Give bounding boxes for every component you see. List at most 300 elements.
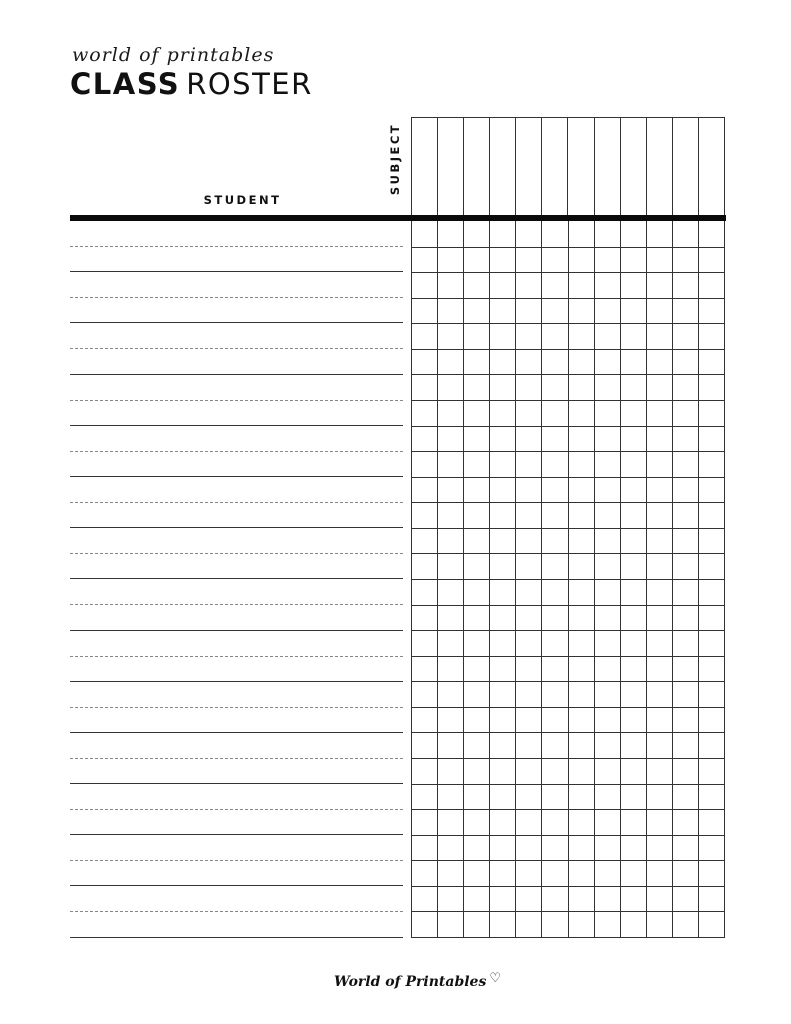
grid-cell[interactable] — [411, 707, 437, 733]
grid-cell[interactable] — [411, 784, 437, 810]
grid-cell[interactable] — [672, 272, 698, 298]
grid-cell[interactable] — [411, 911, 437, 937]
grid-cell[interactable] — [411, 605, 437, 631]
grid-cell[interactable] — [411, 247, 437, 273]
grid-cell[interactable] — [437, 502, 463, 528]
grid-cell[interactable] — [489, 707, 515, 733]
grid-cell[interactable] — [437, 298, 463, 324]
grid-cell[interactable] — [437, 247, 463, 273]
grid-cell[interactable] — [568, 630, 594, 656]
grid-cell[interactable] — [698, 528, 724, 554]
grid-cell[interactable] — [568, 349, 594, 375]
grid-cell[interactable] — [411, 681, 437, 707]
grid-cell[interactable] — [411, 579, 437, 605]
grid-cell[interactable] — [620, 451, 646, 477]
student-entry[interactable] — [70, 221, 403, 272]
grid-cell[interactable] — [515, 298, 541, 324]
grid-cell[interactable] — [698, 502, 724, 528]
grid-cell[interactable] — [411, 221, 437, 247]
grid-cell[interactable] — [437, 656, 463, 682]
grid-cell[interactable] — [698, 732, 724, 758]
grid-cell[interactable] — [541, 502, 567, 528]
grid-cell[interactable] — [411, 809, 437, 835]
grid-cell[interactable] — [568, 298, 594, 324]
grid-cell[interactable] — [437, 630, 463, 656]
grid-cell[interactable] — [698, 911, 724, 937]
grid-cell[interactable] — [463, 911, 489, 937]
grid-cell[interactable] — [515, 681, 541, 707]
grid-cell[interactable] — [698, 426, 724, 452]
grid-cell[interactable] — [568, 451, 594, 477]
grid-cell[interactable] — [672, 860, 698, 886]
student-entry[interactable] — [70, 528, 403, 579]
grid-cell[interactable] — [463, 247, 489, 273]
grid-cell[interactable] — [515, 605, 541, 631]
grid-cell[interactable] — [594, 349, 620, 375]
grid-cell[interactable] — [594, 298, 620, 324]
grid-cell[interactable] — [489, 886, 515, 912]
grid-cell[interactable] — [646, 605, 672, 631]
student-entry[interactable] — [70, 323, 403, 374]
grid-cell[interactable] — [541, 221, 567, 247]
grid-cell[interactable] — [698, 221, 724, 247]
student-entry[interactable] — [70, 733, 403, 784]
grid-cell[interactable] — [437, 886, 463, 912]
grid-cell[interactable] — [541, 298, 567, 324]
grid-cell[interactable] — [568, 732, 594, 758]
grid-cell[interactable] — [698, 349, 724, 375]
grid-cell[interactable] — [620, 349, 646, 375]
grid-cell[interactable] — [620, 400, 646, 426]
subject-header-cell[interactable] — [698, 118, 725, 215]
grid-cell[interactable] — [672, 579, 698, 605]
grid-cell[interactable] — [646, 553, 672, 579]
grid-cell[interactable] — [463, 630, 489, 656]
grid-cell[interactable] — [515, 579, 541, 605]
grid-cell[interactable] — [672, 758, 698, 784]
grid-cell[interactable] — [568, 835, 594, 861]
grid-cell[interactable] — [646, 528, 672, 554]
grid-cell[interactable] — [620, 477, 646, 503]
grid-cell[interactable] — [594, 502, 620, 528]
subject-header-cell[interactable] — [646, 118, 672, 215]
grid-cell[interactable] — [515, 400, 541, 426]
grid-cell[interactable] — [411, 502, 437, 528]
grid-cell[interactable] — [646, 374, 672, 400]
grid-cell[interactable] — [646, 835, 672, 861]
grid-cell[interactable] — [515, 323, 541, 349]
grid-cell[interactable] — [489, 553, 515, 579]
grid-cell[interactable] — [646, 732, 672, 758]
grid-cell[interactable] — [646, 477, 672, 503]
grid-cell[interactable] — [620, 630, 646, 656]
grid-cell[interactable] — [463, 451, 489, 477]
grid-cell[interactable] — [620, 732, 646, 758]
grid-cell[interactable] — [437, 451, 463, 477]
grid-cell[interactable] — [594, 426, 620, 452]
grid-cell[interactable] — [541, 528, 567, 554]
grid-cell[interactable] — [698, 477, 724, 503]
grid-cell[interactable] — [620, 374, 646, 400]
grid-cell[interactable] — [594, 528, 620, 554]
grid-cell[interactable] — [594, 784, 620, 810]
grid-cell[interactable] — [437, 272, 463, 298]
grid-cell[interactable] — [463, 886, 489, 912]
grid-cell[interactable] — [541, 349, 567, 375]
grid-cell[interactable] — [698, 579, 724, 605]
student-entry[interactable] — [70, 375, 403, 426]
grid-cell[interactable] — [646, 451, 672, 477]
grid-cell[interactable] — [672, 298, 698, 324]
grid-cell[interactable] — [437, 860, 463, 886]
grid-cell[interactable] — [620, 247, 646, 273]
grid-cell[interactable] — [594, 886, 620, 912]
grid-cell[interactable] — [463, 553, 489, 579]
grid-cell[interactable] — [515, 809, 541, 835]
grid-cell[interactable] — [411, 426, 437, 452]
grid-cell[interactable] — [437, 579, 463, 605]
grid-cell[interactable] — [463, 732, 489, 758]
grid-cell[interactable] — [672, 656, 698, 682]
grid-cell[interactable] — [646, 272, 672, 298]
grid-cell[interactable] — [672, 477, 698, 503]
grid-cell[interactable] — [411, 349, 437, 375]
grid-cell[interactable] — [672, 784, 698, 810]
grid-cell[interactable] — [672, 528, 698, 554]
grid-cell[interactable] — [437, 911, 463, 937]
grid-cell[interactable] — [698, 451, 724, 477]
student-entry[interactable] — [70, 272, 403, 323]
grid-cell[interactable] — [672, 349, 698, 375]
grid-cell[interactable] — [541, 323, 567, 349]
grid-cell[interactable] — [568, 758, 594, 784]
grid-cell[interactable] — [489, 835, 515, 861]
grid-cell[interactable] — [672, 374, 698, 400]
grid-cell[interactable] — [646, 681, 672, 707]
student-entry[interactable] — [70, 835, 403, 886]
grid-cell[interactable] — [568, 656, 594, 682]
grid-cell[interactable] — [541, 579, 567, 605]
grid-cell[interactable] — [489, 349, 515, 375]
grid-cell[interactable] — [437, 758, 463, 784]
grid-cell[interactable] — [463, 477, 489, 503]
grid-cell[interactable] — [672, 681, 698, 707]
grid-cell[interactable] — [620, 553, 646, 579]
grid-cell[interactable] — [568, 707, 594, 733]
grid-cell[interactable] — [594, 272, 620, 298]
grid-cell[interactable] — [594, 221, 620, 247]
grid-cell[interactable] — [646, 502, 672, 528]
student-entry[interactable] — [70, 682, 403, 733]
grid-cell[interactable] — [568, 502, 594, 528]
grid-cell[interactable] — [672, 605, 698, 631]
grid-cell[interactable] — [437, 426, 463, 452]
grid-cell[interactable] — [594, 911, 620, 937]
grid-cell[interactable] — [568, 374, 594, 400]
grid-cell[interactable] — [620, 298, 646, 324]
grid-cell[interactable] — [594, 323, 620, 349]
grid-cell[interactable] — [698, 247, 724, 273]
grid-cell[interactable] — [646, 809, 672, 835]
grid-cell[interactable] — [437, 605, 463, 631]
grid-cell[interactable] — [437, 221, 463, 247]
grid-cell[interactable] — [541, 860, 567, 886]
grid-cell[interactable] — [411, 886, 437, 912]
student-entry[interactable] — [70, 579, 403, 630]
grid-cell[interactable] — [463, 272, 489, 298]
grid-cell[interactable] — [620, 221, 646, 247]
grid-cell[interactable] — [541, 732, 567, 758]
subject-header-cell[interactable] — [620, 118, 646, 215]
grid-cell[interactable] — [541, 426, 567, 452]
grid-cell[interactable] — [672, 630, 698, 656]
grid-cell[interactable] — [620, 784, 646, 810]
subject-header-cell[interactable] — [411, 118, 437, 215]
grid-cell[interactable] — [411, 835, 437, 861]
grid-cell[interactable] — [672, 809, 698, 835]
grid-cell[interactable] — [698, 400, 724, 426]
grid-cell[interactable] — [489, 579, 515, 605]
grid-cell[interactable] — [515, 247, 541, 273]
grid-cell[interactable] — [594, 656, 620, 682]
grid-cell[interactable] — [672, 886, 698, 912]
grid-cell[interactable] — [698, 809, 724, 835]
grid-cell[interactable] — [698, 323, 724, 349]
grid-cell[interactable] — [698, 630, 724, 656]
grid-cell[interactable] — [620, 528, 646, 554]
grid-cell[interactable] — [698, 298, 724, 324]
grid-cell[interactable] — [489, 656, 515, 682]
grid-cell[interactable] — [594, 451, 620, 477]
grid-cell[interactable] — [568, 784, 594, 810]
grid-cell[interactable] — [646, 707, 672, 733]
grid-cell[interactable] — [515, 758, 541, 784]
grid-cell[interactable] — [437, 681, 463, 707]
grid-cell[interactable] — [515, 349, 541, 375]
grid-cell[interactable] — [698, 656, 724, 682]
grid-cell[interactable] — [594, 681, 620, 707]
grid-cell[interactable] — [541, 784, 567, 810]
grid-cell[interactable] — [489, 528, 515, 554]
grid-cell[interactable] — [672, 247, 698, 273]
grid-cell[interactable] — [463, 349, 489, 375]
grid-cell[interactable] — [489, 247, 515, 273]
grid-cell[interactable] — [672, 553, 698, 579]
grid-cell[interactable] — [594, 860, 620, 886]
grid-cell[interactable] — [489, 630, 515, 656]
grid-cell[interactable] — [672, 426, 698, 452]
grid-cell[interactable] — [620, 860, 646, 886]
grid-cell[interactable] — [411, 272, 437, 298]
grid-cell[interactable] — [672, 502, 698, 528]
grid-cell[interactable] — [411, 400, 437, 426]
grid-cell[interactable] — [568, 221, 594, 247]
grid-cell[interactable] — [515, 732, 541, 758]
grid-cell[interactable] — [672, 707, 698, 733]
grid-cell[interactable] — [515, 528, 541, 554]
grid-cell[interactable] — [463, 579, 489, 605]
grid-cell[interactable] — [463, 221, 489, 247]
grid-cell[interactable] — [437, 784, 463, 810]
grid-cell[interactable] — [489, 860, 515, 886]
grid-cell[interactable] — [437, 835, 463, 861]
grid-cell[interactable] — [568, 605, 594, 631]
grid-cell[interactable] — [463, 758, 489, 784]
grid-cell[interactable] — [489, 809, 515, 835]
grid-cell[interactable] — [541, 374, 567, 400]
grid-cell[interactable] — [463, 528, 489, 554]
grid-cell[interactable] — [594, 374, 620, 400]
grid-cell[interactable] — [437, 477, 463, 503]
subject-header-cell[interactable] — [672, 118, 698, 215]
grid-cell[interactable] — [698, 860, 724, 886]
grid-cell[interactable] — [646, 886, 672, 912]
subject-header-cell[interactable] — [567, 118, 593, 215]
grid-cell[interactable] — [698, 374, 724, 400]
grid-cell[interactable] — [672, 835, 698, 861]
grid-cell[interactable] — [463, 426, 489, 452]
grid-cell[interactable] — [646, 656, 672, 682]
grid-cell[interactable] — [620, 426, 646, 452]
grid-cell[interactable] — [646, 911, 672, 937]
grid-cell[interactable] — [463, 502, 489, 528]
grid-cell[interactable] — [515, 374, 541, 400]
subject-header-cell[interactable] — [515, 118, 541, 215]
grid-cell[interactable] — [698, 553, 724, 579]
grid-cell[interactable] — [646, 860, 672, 886]
subject-header-cell[interactable] — [489, 118, 515, 215]
grid-cell[interactable] — [620, 911, 646, 937]
grid-cell[interactable] — [620, 809, 646, 835]
grid-cell[interactable] — [620, 707, 646, 733]
grid-cell[interactable] — [698, 605, 724, 631]
grid-cell[interactable] — [515, 451, 541, 477]
student-entry[interactable] — [70, 477, 403, 528]
grid-cell[interactable] — [541, 451, 567, 477]
grid-cell[interactable] — [515, 630, 541, 656]
grid-cell[interactable] — [698, 835, 724, 861]
grid-cell[interactable] — [646, 247, 672, 273]
grid-cell[interactable] — [489, 400, 515, 426]
grid-cell[interactable] — [594, 247, 620, 273]
grid-cell[interactable] — [411, 451, 437, 477]
grid-cell[interactable] — [594, 579, 620, 605]
grid-cell[interactable] — [437, 400, 463, 426]
grid-cell[interactable] — [646, 323, 672, 349]
grid-cell[interactable] — [463, 809, 489, 835]
grid-cell[interactable] — [515, 911, 541, 937]
grid-cell[interactable] — [541, 758, 567, 784]
grid-cell[interactable] — [646, 298, 672, 324]
grid-cell[interactable] — [463, 835, 489, 861]
grid-cell[interactable] — [463, 323, 489, 349]
grid-cell[interactable] — [541, 656, 567, 682]
grid-cell[interactable] — [568, 860, 594, 886]
subject-header-cell[interactable] — [594, 118, 620, 215]
grid-cell[interactable] — [568, 553, 594, 579]
grid-cell[interactable] — [411, 298, 437, 324]
grid-cell[interactable] — [568, 911, 594, 937]
grid-cell[interactable] — [489, 732, 515, 758]
grid-cell[interactable] — [489, 221, 515, 247]
grid-cell[interactable] — [620, 272, 646, 298]
grid-cell[interactable] — [672, 323, 698, 349]
grid-cell[interactable] — [646, 758, 672, 784]
grid-cell[interactable] — [515, 784, 541, 810]
grid-cell[interactable] — [672, 732, 698, 758]
grid-cell[interactable] — [463, 784, 489, 810]
grid-cell[interactable] — [541, 477, 567, 503]
grid-cell[interactable] — [541, 400, 567, 426]
grid-cell[interactable] — [437, 707, 463, 733]
grid-cell[interactable] — [541, 272, 567, 298]
student-entry[interactable] — [70, 631, 403, 682]
grid-cell[interactable] — [672, 221, 698, 247]
grid-cell[interactable] — [489, 272, 515, 298]
grid-cell[interactable] — [541, 707, 567, 733]
grid-cell[interactable] — [489, 784, 515, 810]
grid-cell[interactable] — [437, 732, 463, 758]
grid-cell[interactable] — [437, 553, 463, 579]
grid-cell[interactable] — [541, 247, 567, 273]
grid-cell[interactable] — [489, 298, 515, 324]
grid-cell[interactable] — [594, 707, 620, 733]
grid-cell[interactable] — [620, 656, 646, 682]
grid-cell[interactable] — [620, 579, 646, 605]
grid-cell[interactable] — [437, 323, 463, 349]
grid-cell[interactable] — [620, 758, 646, 784]
grid-cell[interactable] — [620, 681, 646, 707]
grid-cell[interactable] — [594, 758, 620, 784]
grid-cell[interactable] — [515, 835, 541, 861]
grid-cell[interactable] — [646, 400, 672, 426]
grid-cell[interactable] — [463, 400, 489, 426]
grid-cell[interactable] — [568, 247, 594, 273]
grid-cell[interactable] — [541, 835, 567, 861]
grid-cell[interactable] — [411, 553, 437, 579]
grid-cell[interactable] — [515, 477, 541, 503]
grid-cell[interactable] — [568, 681, 594, 707]
grid-cell[interactable] — [646, 784, 672, 810]
grid-cell[interactable] — [646, 426, 672, 452]
grid-cell[interactable] — [672, 911, 698, 937]
grid-cell[interactable] — [568, 426, 594, 452]
grid-cell[interactable] — [515, 656, 541, 682]
grid-cell[interactable] — [672, 451, 698, 477]
grid-cell[interactable] — [698, 272, 724, 298]
grid-cell[interactable] — [411, 630, 437, 656]
grid-cell[interactable] — [489, 605, 515, 631]
grid-cell[interactable] — [541, 911, 567, 937]
grid-cell[interactable] — [515, 860, 541, 886]
student-entry[interactable] — [70, 886, 403, 937]
grid-cell[interactable] — [620, 835, 646, 861]
student-entry[interactable] — [70, 426, 403, 477]
grid-cell[interactable] — [411, 374, 437, 400]
grid-cell[interactable] — [489, 911, 515, 937]
grid-cell[interactable] — [594, 400, 620, 426]
grid-cell[interactable] — [698, 758, 724, 784]
grid-cell[interactable] — [411, 477, 437, 503]
grid-cell[interactable] — [594, 477, 620, 503]
grid-cell[interactable] — [568, 323, 594, 349]
grid-cell[interactable] — [620, 323, 646, 349]
student-entry[interactable] — [70, 784, 403, 835]
grid-cell[interactable] — [411, 758, 437, 784]
grid-cell[interactable] — [568, 272, 594, 298]
grid-cell[interactable] — [541, 681, 567, 707]
grid-cell[interactable] — [568, 477, 594, 503]
